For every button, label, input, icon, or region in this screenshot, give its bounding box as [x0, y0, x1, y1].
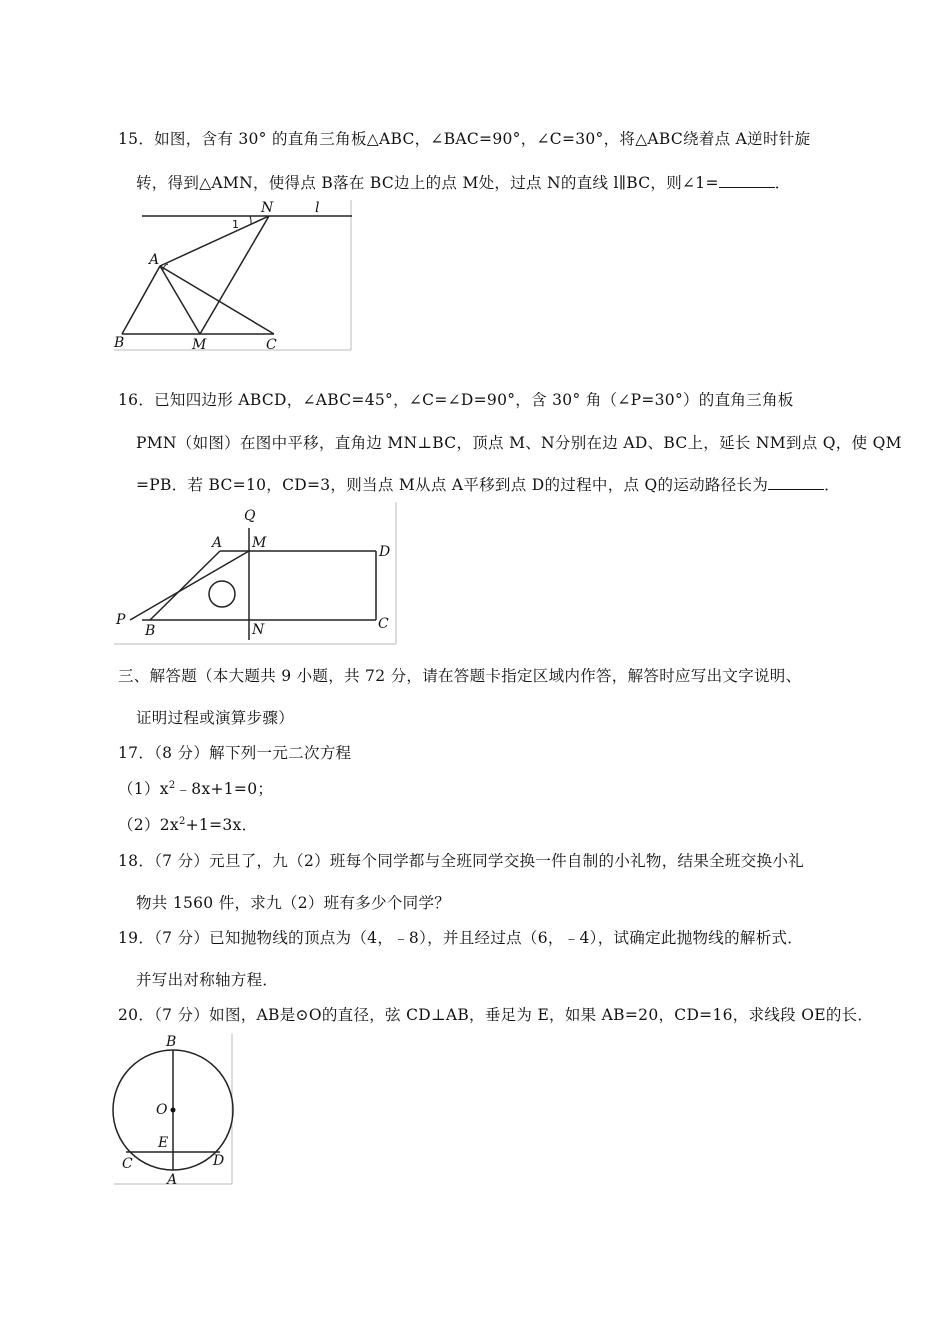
- q17-part2-sup: 2: [178, 815, 186, 827]
- q20-label-C: C: [122, 1156, 133, 1172]
- q17-part1-sup: 2: [168, 779, 176, 791]
- q20-figure: [112, 1032, 238, 1188]
- q20-label-O: O: [156, 1102, 168, 1118]
- q19-line1: 19．（7 分）已知抛物线的顶点为（4，﹣8），并且经过点（6，﹣4），试确定此抛物线的解析式．: [118, 929, 804, 947]
- q17-part1: [118, 777, 273, 799]
- q16-label-N: N: [252, 622, 265, 638]
- q15-label-A: A: [149, 252, 160, 268]
- q16-label-C: C: [378, 616, 389, 632]
- q16-line2: PMN（如图）在图中平移，直角边 MN⊥BC，顶点 M、N分别在边 AD、BC上，延长 NM到点 Q，使 QM: [136, 434, 902, 452]
- q15-line2: [136, 171, 791, 193]
- q20-label-A: A: [167, 1172, 178, 1188]
- q15-figure: [112, 198, 356, 354]
- q20-label-E: E: [158, 1135, 169, 1151]
- q16-answer-blank[interactable]: [768, 475, 824, 490]
- q16-label-B: B: [145, 623, 156, 639]
- q17-part1-prefix: （1）x: [118, 780, 169, 798]
- q16-label-A: A: [212, 535, 223, 551]
- q16-label-P: P: [116, 612, 126, 628]
- q19-line2: 并写出对称轴方程．: [136, 971, 279, 989]
- q15-answer-blank[interactable]: [719, 173, 775, 188]
- q16-label-D: D: [379, 544, 391, 560]
- q15-label-1: 1: [232, 218, 239, 231]
- q18-line1: 18．（7 分）元旦了，九（2）班每个同学都与全班同学交换一件自制的小礼物，结果全班交换小礼: [118, 852, 804, 870]
- q17-part2-prefix: （2）2x: [118, 816, 179, 834]
- q20-label-B: B: [166, 1034, 177, 1050]
- q17-part1-suffix: ﹣8x+1=0；: [175, 780, 274, 798]
- q16-line3-end: ．: [824, 476, 840, 494]
- section3-heading-line2: 证明过程或演算步骤）: [136, 709, 295, 727]
- q16-label-Q: Q: [244, 508, 256, 524]
- q15-label-C: C: [266, 337, 277, 353]
- q17-part2: [118, 813, 257, 835]
- section3-heading-line1: 三、解答题（本大题共 9 小题，共 72 分，请在答题卡指定区域内作答，解答时应写出文字说明、: [118, 667, 802, 685]
- q15-line2-end: ．: [774, 174, 791, 192]
- q20-line1: 20．（7 分）如图，AB是⊙O的直径，弦 CD⊥AB，垂足为 E，如果 AB=20，CD=16，求线段 OE的长．: [118, 1006, 874, 1024]
- q15-line2-text: 转，得到△AMN，使得点 B落在 BC边上的点 M处，过点 N的直线 l∥BC，则∠1=: [136, 174, 719, 192]
- q15-label-N: N: [261, 200, 274, 216]
- q18-line2: 物共 1560 件，求九（2）班有多少个同学？: [136, 894, 451, 912]
- q16-label-M: M: [252, 535, 267, 551]
- q16-line1: 16．已知四边形 ABCD，∠ABC=45°，∠C=∠D=90°，含 30° 角（∠P=30°）的直角三角板: [118, 391, 794, 409]
- q16-figure: [112, 500, 400, 646]
- q16-line3: [136, 473, 840, 495]
- q17-title: 17．（8 分）解下列一元二次方程: [118, 744, 352, 762]
- q20-label-D: D: [213, 1153, 225, 1169]
- q15-label-l: l: [315, 200, 320, 216]
- q17-part2-suffix: +1=3x．: [185, 816, 258, 834]
- q15-line1: 15．如图，含有 30° 的直角三角板△ABC，∠BAC=90°，∠C=30°，将△ABC绕着点 A逆时针旋: [118, 130, 811, 148]
- q16-line3-text: =PB．若 BC=10，CD=3，则当点 M从点 A平移到点 D的过程中，点 Q的运动路径长为: [136, 476, 769, 494]
- q15-label-M: M: [192, 337, 207, 353]
- q15-label-B: B: [114, 335, 125, 351]
